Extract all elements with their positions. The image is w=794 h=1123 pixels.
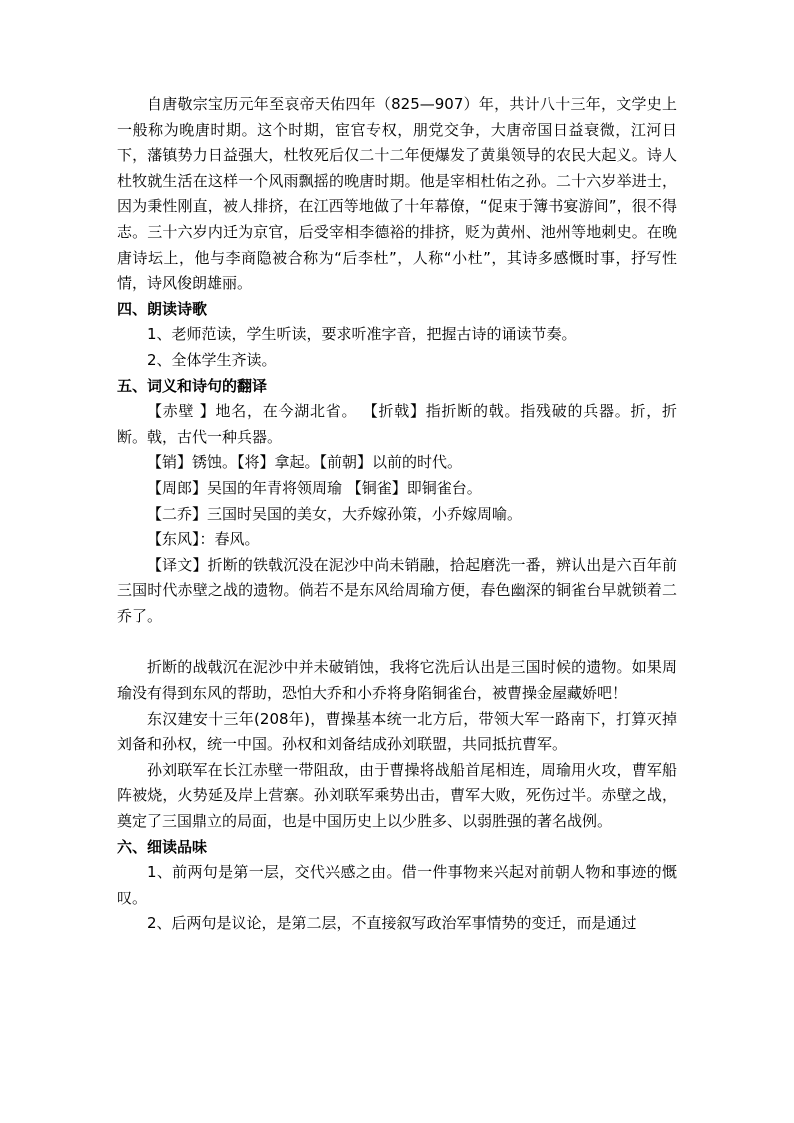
list-item: 2、后两句是议论，是第二层，不直接叙写政治军事情势的变迁，而是通过 [147,914,637,933]
translation-paragraph: 【译文】折断的铁戟沉没在泥沙中尚未销融，拾起磨洗一番，辨认出是六百年前三国时代赤壁之战的遗物。倘若不是东风给周瑜方便，春色幽深的铜雀台早就锁着二乔了。 [117,555,677,625]
section-heading-recite: 四、朗读诗歌 [117,299,208,318]
body-paragraph: 东汉建安十三年(208年)，曹操基本统一北方后，带领大军一路南下，打算灭掉刘备和孙权，统一中国。孙权和刘备结成孙刘联盟，共同抵抗曹军。 [117,709,677,754]
list-item: 2、全体学生齐读。 [147,350,277,369]
list-item: 1、前两句是第一层，交代兴感之由。借一件事物来兴起对前朝人物和事迹的慨叹。 [117,863,677,907]
list-item: 1、老师范读，学生听读，要求听准字音，把握古诗的诵读节奏。 [147,325,577,344]
body-paragraph: 孙刘联军在长江赤壁一带阻敌，由于曹操将战船首尾相连，周瑜用火攻，曹军船阵被烧，火势延及岸上营寨。孙刘联军乘势出击，曹军大败，死伤过半。赤壁之战，奠定了三国鼎立的局面，也是中国历史上以少胜多、以弱胜强的著名战例。 [117,760,677,831]
blank-line [117,629,677,655]
glossary-line: 【东风】：春风。 [147,530,260,549]
section-heading-close-reading: 六、细读品味 [117,837,208,856]
glossary-line: 【赤壁 】地名，在今湖北省。 【折戟】指折断的戟。指残破的兵器。折，折断。戟，古代一种兵器。 [117,402,677,446]
body-paragraph: 折断的战戟沉在泥沙中并未破销蚀，我将它洗后认出是三国时候的遗物。如果周瑜没有得到东风的帮助，恐怕大乔和小乔将身陷铜雀台，被曹操金屋藏娇吧！ [117,658,677,703]
glossary-line: 【二乔】三国时吴国的美女，大乔嫁孙策，小乔嫁周喻。 [147,504,523,523]
intro-paragraph: 自唐敬宗宝历元年至哀帝天佑四年（825—907）年，共计八十三年，文学史上一般称为晚唐时期。这个时期，宦官专权，朋党交争，大唐帝国日益衰微，江河日下，藩镇势力日益强大，杜牧死后仅二十二年便爆发了黄巢领导的农民大起义。诗人杜牧就生活在这样一个风雨飘摇的晚唐时期。他是宰相杜佑之孙。二十六岁举进士，因为秉性刚直，被人排挤，在江西等地做了十年幕僚，“促束于簿书宴游间”，很不得志。三十六岁内迁为京官，后受宰相李德裕的排挤，贬为黄州、池州等地刺史。在晚唐诗坛上，他与李商隐被合称为“后李杜”，人称“小杜”，其诗多感慨时事，抒写性情，诗风俊朗雄丽。 [117,95,677,293]
section-heading-translation: 五、词义和诗句的翻译 [117,376,268,395]
glossary-line: 【周郎】吴国的年青将领周瑜 【铜雀】即铜雀台。 [147,478,482,497]
document-body [117,92,677,937]
glossary-line: 【销】锈蚀。【将】拿起。【前朝】以前的时代。 [147,453,463,472]
